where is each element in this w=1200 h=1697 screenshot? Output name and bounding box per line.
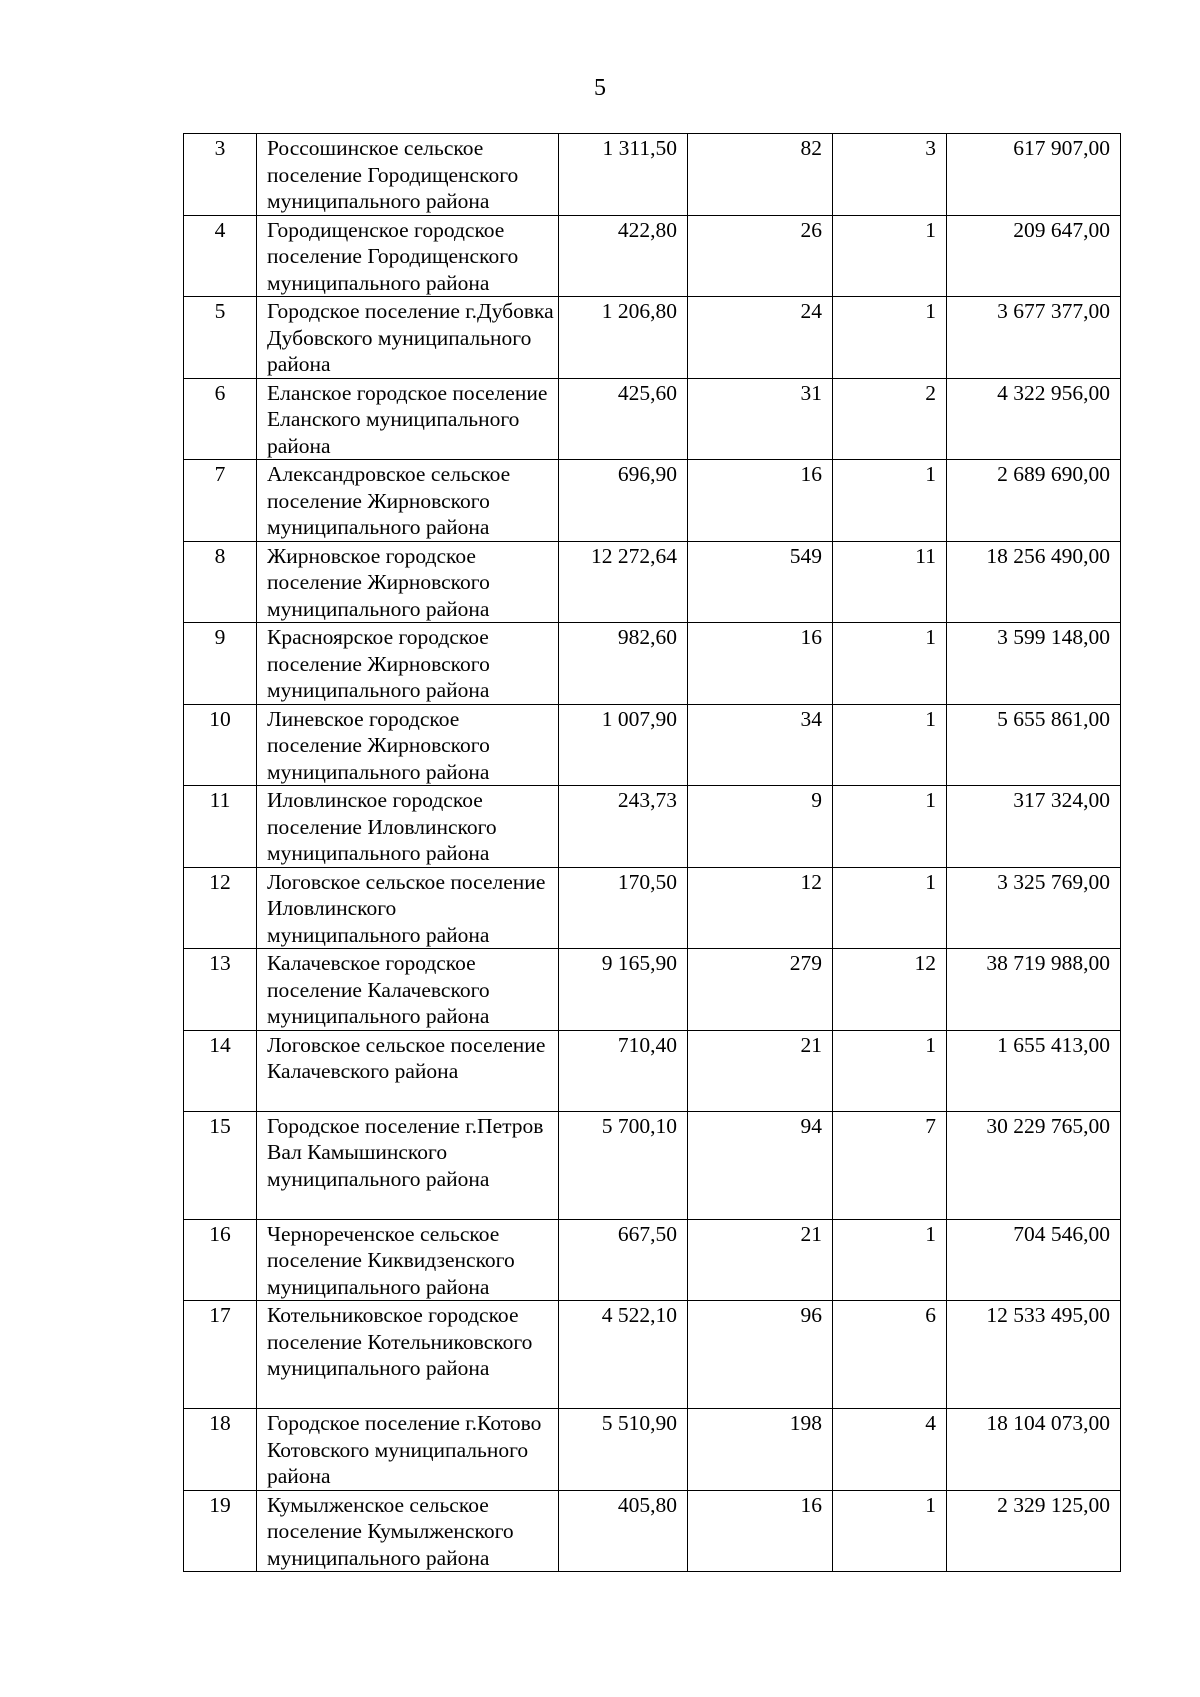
area-value: 1 311,50 xyxy=(559,134,688,216)
settlement-name: Логовское сельское поселение Иловлинского муниципального района xyxy=(257,867,559,949)
amount-value: 2 329 125,00 xyxy=(947,1490,1121,1572)
settlement-name: Логовское сельское поселение Калачевского района xyxy=(257,1030,559,1111)
table-row xyxy=(184,1111,1121,1219)
settlement-name: Еланское городское поселение Еланского муниципального района xyxy=(257,378,559,460)
units-value: 6 xyxy=(833,1301,947,1409)
area-value: 710,40 xyxy=(559,1030,688,1111)
row-number: 4 xyxy=(184,215,257,297)
table-row xyxy=(184,1301,1121,1409)
units-value: 1 xyxy=(833,867,947,949)
count-value: 198 xyxy=(688,1409,833,1491)
count-value: 9 xyxy=(688,786,833,868)
table-row xyxy=(184,1219,1121,1301)
amount-value: 12 533 495,00 xyxy=(947,1301,1121,1409)
units-value: 1 xyxy=(833,460,947,542)
settlement-name: Городское поселение г.Дубовка Дубовского муниципального района xyxy=(257,297,559,379)
settlement-name: Городское поселение г.Котово Котовского муниципального района xyxy=(257,1409,559,1491)
units-value: 1 xyxy=(833,1219,947,1301)
units-value: 7 xyxy=(833,1111,947,1219)
amount-value: 2 689 690,00 xyxy=(947,460,1121,542)
units-value: 1 xyxy=(833,1490,947,1572)
units-value: 3 xyxy=(833,134,947,216)
settlement-name: Красноярское городское поселение Жирновского муниципального района xyxy=(257,623,559,705)
row-number: 5 xyxy=(184,297,257,379)
count-value: 12 xyxy=(688,867,833,949)
table-row xyxy=(184,378,1121,460)
amount-value: 30 229 765,00 xyxy=(947,1111,1121,1219)
row-number: 11 xyxy=(184,786,257,868)
settlement-name: Чернореченское сельское поселение Киквидзенского муниципального района xyxy=(257,1219,559,1301)
count-value: 549 xyxy=(688,541,833,623)
area-value: 1 206,80 xyxy=(559,297,688,379)
units-value: 1 xyxy=(833,704,947,786)
area-value: 1 007,90 xyxy=(559,704,688,786)
count-value: 26 xyxy=(688,215,833,297)
amount-value: 5 655 861,00 xyxy=(947,704,1121,786)
area-value: 5 700,10 xyxy=(559,1111,688,1219)
amount-value: 617 907,00 xyxy=(947,134,1121,216)
amount-value: 3 677 377,00 xyxy=(947,297,1121,379)
units-value: 1 xyxy=(833,786,947,868)
amount-value: 704 546,00 xyxy=(947,1219,1121,1301)
table-row xyxy=(184,1409,1121,1491)
area-value: 405,80 xyxy=(559,1490,688,1572)
table-row xyxy=(184,867,1121,949)
units-value: 2 xyxy=(833,378,947,460)
units-value: 1 xyxy=(833,623,947,705)
row-number: 7 xyxy=(184,460,257,542)
row-number: 3 xyxy=(184,134,257,216)
units-value: 11 xyxy=(833,541,947,623)
table-row xyxy=(184,704,1121,786)
count-value: 16 xyxy=(688,1490,833,1572)
settlement-name: Котельниковское городское поселение Котельниковского муниципального района xyxy=(257,1301,559,1409)
table-row xyxy=(184,623,1121,705)
row-number: 16 xyxy=(184,1219,257,1301)
area-value: 425,60 xyxy=(559,378,688,460)
settlement-name: Жирновское городское поселение Жирновского муниципального района xyxy=(257,541,559,623)
count-value: 96 xyxy=(688,1301,833,1409)
units-value: 4 xyxy=(833,1409,947,1491)
settlement-name: Калачевское городское поселение Калачевского муниципального района xyxy=(257,949,559,1031)
row-number: 13 xyxy=(184,949,257,1031)
area-value: 9 165,90 xyxy=(559,949,688,1031)
units-value: 1 xyxy=(833,1030,947,1111)
table-row xyxy=(184,1030,1121,1111)
row-number: 19 xyxy=(184,1490,257,1572)
row-number: 17 xyxy=(184,1301,257,1409)
row-number: 10 xyxy=(184,704,257,786)
amount-value: 3 325 769,00 xyxy=(947,867,1121,949)
table-row xyxy=(184,460,1121,542)
area-value: 170,50 xyxy=(559,867,688,949)
units-value: 1 xyxy=(833,215,947,297)
settlements-table xyxy=(183,133,1121,1572)
row-number: 6 xyxy=(184,378,257,460)
amount-value: 1 655 413,00 xyxy=(947,1030,1121,1111)
amount-value: 317 324,00 xyxy=(947,786,1121,868)
row-number: 8 xyxy=(184,541,257,623)
table-row xyxy=(184,297,1121,379)
settlement-name: Россошинское сельское поселение Городищенского муниципального района xyxy=(257,134,559,216)
row-number: 9 xyxy=(184,623,257,705)
count-value: 31 xyxy=(688,378,833,460)
amount-value: 4 322 956,00 xyxy=(947,378,1121,460)
count-value: 24 xyxy=(688,297,833,379)
table-row xyxy=(184,786,1121,868)
settlement-name: Линевское городское поселение Жирновского муниципального района xyxy=(257,704,559,786)
area-value: 4 522,10 xyxy=(559,1301,688,1409)
row-number: 14 xyxy=(184,1030,257,1111)
amount-value: 209 647,00 xyxy=(947,215,1121,297)
amount-value: 18 256 490,00 xyxy=(947,541,1121,623)
settlement-name: Кумылженское сельское поселение Кумылженского муниципального района xyxy=(257,1490,559,1572)
area-value: 696,90 xyxy=(559,460,688,542)
table-row xyxy=(184,1490,1121,1572)
settlement-name: Иловлинское городское поселение Иловлинского муниципального района xyxy=(257,786,559,868)
table-row xyxy=(184,541,1121,623)
row-number: 12 xyxy=(184,867,257,949)
page-number: 5 xyxy=(594,75,606,101)
count-value: 16 xyxy=(688,460,833,542)
area-value: 12 272,64 xyxy=(559,541,688,623)
units-value: 12 xyxy=(833,949,947,1031)
table-row xyxy=(184,949,1121,1031)
row-number: 15 xyxy=(184,1111,257,1219)
amount-value: 38 719 988,00 xyxy=(947,949,1121,1031)
count-value: 279 xyxy=(688,949,833,1031)
settlement-name: Александровское сельское поселение Жирновского муниципального района xyxy=(257,460,559,542)
units-value: 1 xyxy=(833,297,947,379)
area-value: 667,50 xyxy=(559,1219,688,1301)
area-value: 5 510,90 xyxy=(559,1409,688,1491)
count-value: 16 xyxy=(688,623,833,705)
area-value: 243,73 xyxy=(559,786,688,868)
row-number: 18 xyxy=(184,1409,257,1491)
settlement-name: Городское поселение г.Петров Вал Камышинского муниципального района xyxy=(257,1111,559,1219)
count-value: 94 xyxy=(688,1111,833,1219)
settlement-name: Городищенское городское поселение Городищенского муниципального района xyxy=(257,215,559,297)
count-value: 82 xyxy=(688,134,833,216)
area-value: 982,60 xyxy=(559,623,688,705)
count-value: 21 xyxy=(688,1030,833,1111)
count-value: 34 xyxy=(688,704,833,786)
table-row xyxy=(184,134,1121,216)
area-value: 422,80 xyxy=(559,215,688,297)
amount-value: 18 104 073,00 xyxy=(947,1409,1121,1491)
count-value: 21 xyxy=(688,1219,833,1301)
amount-value: 3 599 148,00 xyxy=(947,623,1121,705)
table-row xyxy=(184,215,1121,297)
